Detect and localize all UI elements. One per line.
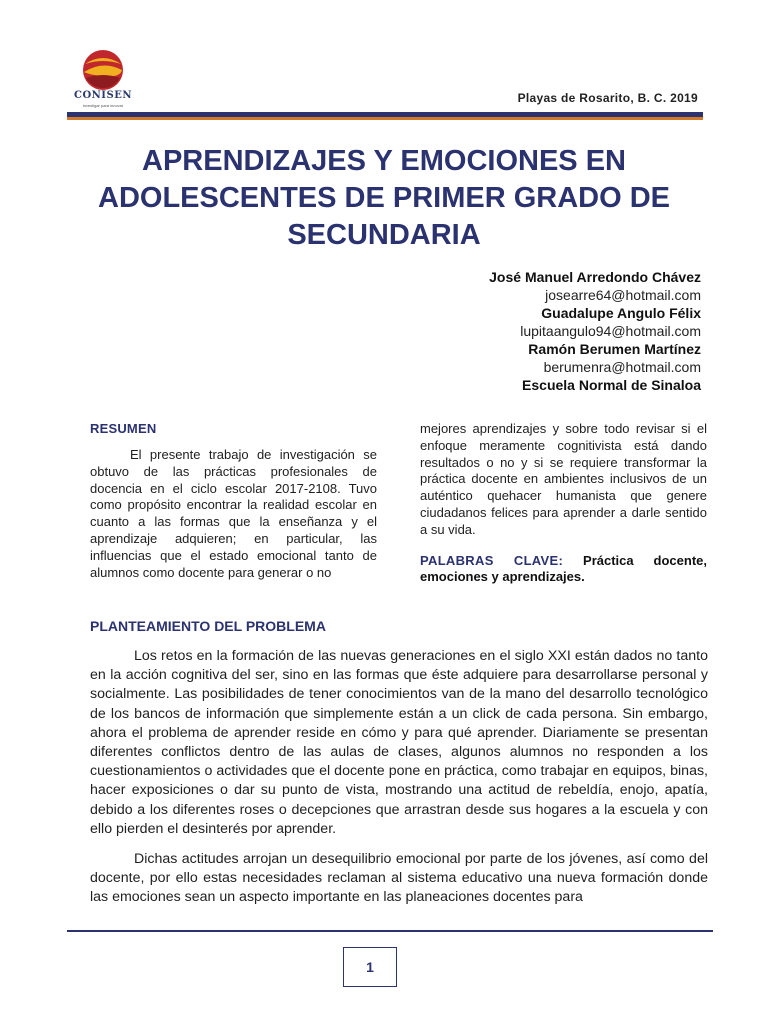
abstract-heading: RESUMEN xyxy=(90,421,157,436)
logo-tagline: investigar para innovar xyxy=(82,103,124,108)
paper-title: APRENDIZAJES Y EMOCIONES EN ADOLESCENTES DE PRIMER GRADO DE SECUNDARIA xyxy=(98,145,670,251)
author-name: José Manuel Arredondo Chávez xyxy=(489,269,701,285)
section-heading: PLANTEAMIENTO DEL PROBLEMA xyxy=(90,618,326,634)
header-place-date: Playas de Rosarito, B. C. 2019 xyxy=(517,91,698,105)
keywords-value: Práctica docente, emociones y aprendizajes. xyxy=(420,552,707,585)
logo-text: CONISEN xyxy=(74,90,132,101)
author-email: berumenra@hotmail.com xyxy=(543,359,701,375)
abstract-text-left: El presente trabajo de investigación se obtuvo de las prácticas profesionales de docencia en el ciclo escolar 2017-2108. Tuvo como propósito encontrar la realidad escolar en cuanto a las formas que la enseñanza y el aprendizaje adquieren; en particular, las influencias que el estado emocional tanto de alumnos como docente para generar o no xyxy=(90,447,377,580)
author-email: lupitaangulo94@hotmail.com xyxy=(520,323,701,339)
author-name: Guadalupe Angulo Félix xyxy=(541,305,701,321)
institution-name: Escuela Normal de Sinaloa xyxy=(522,377,701,393)
body-paragraph: Los retos en la formación de las nuevas generaciones en el siglo XXI están dados no tanto en la acción cognitiva del ser, sino en las formas que éste adquiere para desarrollarse personal y socialmente. Las posibilidades de tener conocimientos van de la mano del desarrollo tecnológico de los bancos de información que simplemente están a un click de cada persona. Sin embargo, ahora el problema de aprender reside en cómo y para qué aprender. Diariamente se presentan diferentes conflictos dentro de las aulas de clases, algunos alumnos no responden a los cuestionamientos o actividades que el docente pone en práctica, como trabajar en equipos, binas, hacer exposiciones o dar su punto de vista, mostrando una actitud de rebeldía, enojo, apatía, debido a los diferentes roses o decepciones que arrastran desde sus hogares a la escuela y con ello pierden el desinterés por aprender. xyxy=(90,648,708,837)
keywords-label: PALABRAS CLAVE: xyxy=(420,552,564,568)
abstract-text-right: mejores aprendizajes y sobre todo revisar si el enfoque meramente cognitivista está dando resultados o no y si se requiere transformar la práctica docente en ambientes inclusivos de un auténtico quehacer humanista que genere ciudadanos felices para aprender a darle sentido a su vida. xyxy=(420,421,707,537)
conisen-logo xyxy=(70,48,136,110)
author-name: Ramón Berumen Martínez xyxy=(528,341,701,357)
abstract-column-left xyxy=(90,421,377,581)
header-rule-orange xyxy=(67,117,703,120)
page-number: 1 xyxy=(343,947,397,987)
body-paragraph: Dichas actitudes arrojan un desequilibrio emocional por parte de los jóvenes, así como del docente, por ello estas necesidades reclaman al sistema educativo una nueva formación donde las emociones sean un aspecto importante en las planeaciones docentes para xyxy=(90,851,708,906)
author-block xyxy=(489,268,701,394)
keywords xyxy=(420,553,707,587)
abstract-column-right xyxy=(420,421,707,586)
author-email: josearre64@hotmail.com xyxy=(545,287,701,303)
logo-emblem-icon xyxy=(80,48,126,92)
footer-rule xyxy=(67,930,713,932)
